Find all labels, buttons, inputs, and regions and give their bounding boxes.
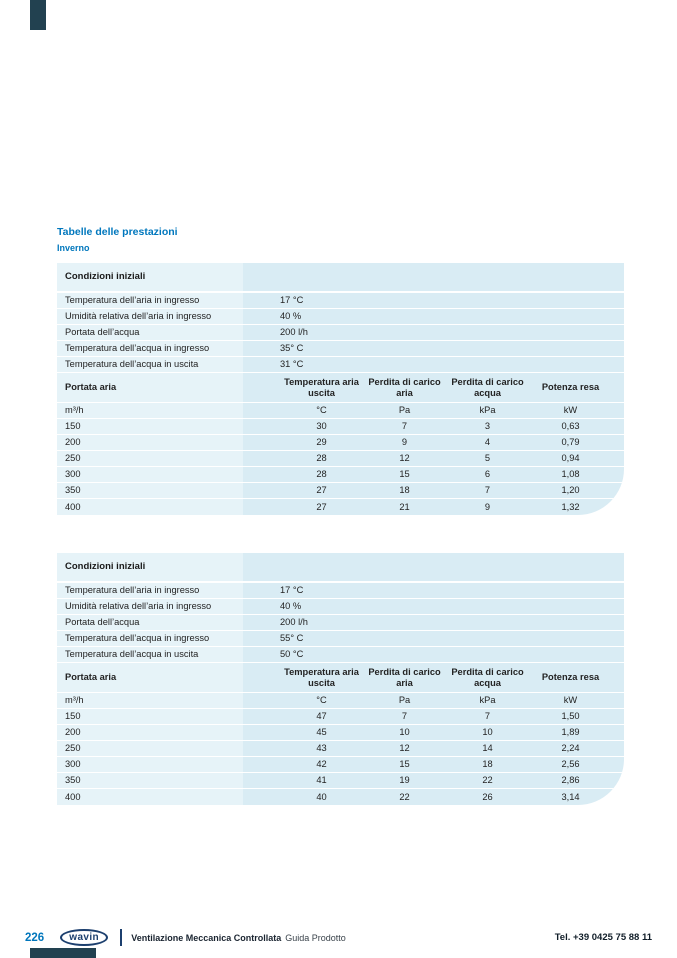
condition-row bbox=[57, 631, 624, 647]
data-cell: 200 bbox=[57, 725, 243, 740]
data-row bbox=[57, 467, 624, 483]
condition-row bbox=[57, 615, 624, 631]
data-cell: 6 bbox=[484, 469, 491, 480]
column-header: Perdita di carico acqua bbox=[451, 667, 524, 688]
data-cell: 42 bbox=[316, 759, 327, 770]
condition-value: 50 °C bbox=[280, 649, 304, 660]
condition-row bbox=[57, 599, 624, 615]
condition-value: 17 °C bbox=[280, 585, 304, 596]
portata-aria-header: Portata aria bbox=[57, 663, 243, 692]
data-cell: 400 bbox=[57, 499, 243, 515]
data-cell: 12 bbox=[399, 743, 410, 754]
section-title: Tabelle delle prestazioni bbox=[57, 226, 178, 238]
unit-cell: Pa bbox=[398, 405, 411, 416]
footer-phone: Tel. +39 0425 75 88 11 bbox=[554, 932, 652, 943]
condition-value: 40 % bbox=[280, 311, 302, 322]
data-cell: 9 bbox=[484, 501, 491, 512]
wavin-logo bbox=[60, 929, 108, 946]
data-cell: 1,89 bbox=[561, 727, 580, 738]
data-cell: 26 bbox=[482, 791, 493, 802]
condition-label: Temperatura dell’acqua in ingresso bbox=[57, 341, 243, 356]
data-row bbox=[57, 789, 624, 805]
unit-cell: kPa bbox=[479, 405, 496, 416]
data-cell: 43 bbox=[316, 743, 327, 754]
condition-value: 55° C bbox=[280, 633, 304, 644]
condition-row bbox=[57, 583, 624, 599]
data-cell: 1,20 bbox=[561, 485, 580, 496]
portata-aria-header: Portata aria bbox=[57, 373, 243, 402]
column-header: Perdita di carico aria bbox=[368, 377, 441, 398]
data-cell: 2,56 bbox=[561, 759, 580, 770]
data-cell: 0,63 bbox=[561, 421, 580, 432]
data-cell: 250 bbox=[57, 741, 243, 756]
data-cell: 3 bbox=[484, 421, 491, 432]
condition-row bbox=[57, 357, 624, 373]
data-row bbox=[57, 757, 624, 773]
data-cell: 2,86 bbox=[561, 775, 580, 786]
data-cell: 12 bbox=[399, 453, 410, 464]
condition-value: 31 °C bbox=[280, 359, 304, 370]
footer-divider bbox=[120, 929, 122, 946]
data-row bbox=[57, 499, 624, 515]
data-cell: 400 bbox=[57, 789, 243, 805]
column-header-row bbox=[57, 663, 624, 693]
condition-label: Temperatura dell’aria in ingresso bbox=[57, 293, 243, 308]
column-header: Temperatura aria uscita bbox=[284, 667, 359, 688]
data-cell: 47 bbox=[316, 711, 327, 722]
unit-cell: °C bbox=[316, 405, 327, 416]
data-row bbox=[57, 773, 624, 789]
column-header: Perdita di carico acqua bbox=[451, 377, 524, 398]
column-header: Potenza resa bbox=[541, 672, 600, 683]
condition-label: Temperatura dell’acqua in uscita bbox=[57, 647, 243, 662]
document-title: Ventilazione Meccanica Controllata bbox=[131, 932, 282, 943]
condition-label: Temperatura dell’acqua in uscita bbox=[57, 357, 243, 372]
page-number: 226 bbox=[25, 931, 45, 944]
condition-row bbox=[57, 341, 624, 357]
data-cell: 5 bbox=[484, 453, 491, 464]
data-cell: 28 bbox=[316, 469, 327, 480]
data-cell: 18 bbox=[482, 759, 493, 770]
condition-value: 200 l/h bbox=[280, 617, 308, 628]
data-cell: 150 bbox=[57, 709, 243, 724]
data-cell: 300 bbox=[57, 757, 243, 772]
data-cell: 21 bbox=[399, 501, 410, 512]
data-cell: 15 bbox=[399, 469, 410, 480]
data-cell: 19 bbox=[399, 775, 410, 786]
condition-row bbox=[57, 325, 624, 341]
conditions-title: Condizioni iniziali bbox=[57, 263, 243, 291]
condition-row bbox=[57, 293, 624, 309]
unit-cell: °C bbox=[316, 695, 327, 706]
data-cell: 10 bbox=[482, 727, 493, 738]
conditions-title-row bbox=[57, 263, 624, 293]
data-cell: 40 bbox=[316, 791, 327, 802]
data-cell: 27 bbox=[316, 485, 327, 496]
data-row bbox=[57, 725, 624, 741]
unit-cell: Pa bbox=[398, 695, 411, 706]
condition-label: Umidità relativa dell’aria in ingresso bbox=[57, 599, 243, 614]
data-cell: 22 bbox=[482, 775, 493, 786]
bottom-corner-print-mark bbox=[30, 948, 96, 958]
data-row bbox=[57, 419, 624, 435]
unit-cell: m³/h bbox=[57, 403, 243, 418]
data-cell: 45 bbox=[316, 727, 327, 738]
data-cell: 250 bbox=[57, 451, 243, 466]
data-cell: 7 bbox=[401, 421, 408, 432]
data-cell: 1,08 bbox=[561, 469, 580, 480]
performance-tables bbox=[57, 263, 624, 805]
condition-label: Portata dell’acqua bbox=[57, 615, 243, 630]
condition-value: 35° C bbox=[280, 343, 304, 354]
data-cell: 7 bbox=[401, 711, 408, 722]
condition-label: Portata dell’acqua bbox=[57, 325, 243, 340]
condition-value: 17 °C bbox=[280, 295, 304, 306]
data-cell: 10 bbox=[399, 727, 410, 738]
data-cell: 350 bbox=[57, 773, 243, 788]
data-cell: 14 bbox=[482, 743, 493, 754]
data-cell: 300 bbox=[57, 467, 243, 482]
section-subtitle: Inverno bbox=[57, 243, 90, 253]
data-cell: 7 bbox=[484, 485, 491, 496]
unit-cell: kW bbox=[563, 405, 578, 416]
data-cell: 200 bbox=[57, 435, 243, 450]
performance-table-2 bbox=[57, 553, 624, 805]
condition-label: Temperatura dell’aria in ingresso bbox=[57, 583, 243, 598]
data-cell: 0,94 bbox=[561, 453, 580, 464]
data-cell: 0,79 bbox=[561, 437, 580, 448]
condition-label: Temperatura dell’acqua in ingresso bbox=[57, 631, 243, 646]
page-footer bbox=[25, 927, 652, 948]
condition-label: Umidità relativa dell’aria in ingresso bbox=[57, 309, 243, 324]
data-cell: 9 bbox=[401, 437, 408, 448]
data-cell: 28 bbox=[316, 453, 327, 464]
data-row bbox=[57, 451, 624, 467]
data-cell: 29 bbox=[316, 437, 327, 448]
data-cell: 1,32 bbox=[561, 501, 580, 512]
data-cell: 150 bbox=[57, 419, 243, 434]
conditions-title-row bbox=[57, 553, 624, 583]
condition-row bbox=[57, 309, 624, 325]
units-row bbox=[57, 403, 624, 419]
unit-cell: kPa bbox=[479, 695, 496, 706]
data-cell: 41 bbox=[316, 775, 327, 786]
data-cell: 18 bbox=[399, 485, 410, 496]
data-cell: 7 bbox=[484, 711, 491, 722]
unit-cell: kW bbox=[563, 695, 578, 706]
units-row bbox=[57, 693, 624, 709]
data-row bbox=[57, 435, 624, 451]
column-header: Perdita di carico aria bbox=[368, 667, 441, 688]
data-cell: 3,14 bbox=[561, 791, 580, 802]
data-cell: 22 bbox=[399, 791, 410, 802]
document-subtitle: Guida Prodotto bbox=[285, 932, 346, 943]
top-corner-print-mark bbox=[30, 0, 46, 30]
unit-cell: m³/h bbox=[57, 693, 243, 708]
conditions-title: Condizioni iniziali bbox=[57, 553, 243, 581]
data-cell: 2,24 bbox=[561, 743, 580, 754]
column-header: Potenza resa bbox=[541, 382, 600, 393]
wavin-logo-text: wavin bbox=[69, 932, 100, 943]
column-header: Temperatura aria uscita bbox=[284, 377, 359, 398]
data-cell: 15 bbox=[399, 759, 410, 770]
column-header-row bbox=[57, 373, 624, 403]
performance-table-1 bbox=[57, 263, 624, 515]
data-row bbox=[57, 741, 624, 757]
data-cell: 30 bbox=[316, 421, 327, 432]
data-cell: 350 bbox=[57, 483, 243, 498]
data-row bbox=[57, 483, 624, 499]
data-row bbox=[57, 709, 624, 725]
condition-value: 200 l/h bbox=[280, 327, 308, 338]
condition-value: 40 % bbox=[280, 601, 302, 612]
data-cell: 4 bbox=[484, 437, 491, 448]
condition-row bbox=[57, 647, 624, 663]
data-cell: 27 bbox=[316, 501, 327, 512]
data-cell: 1,50 bbox=[561, 711, 580, 722]
